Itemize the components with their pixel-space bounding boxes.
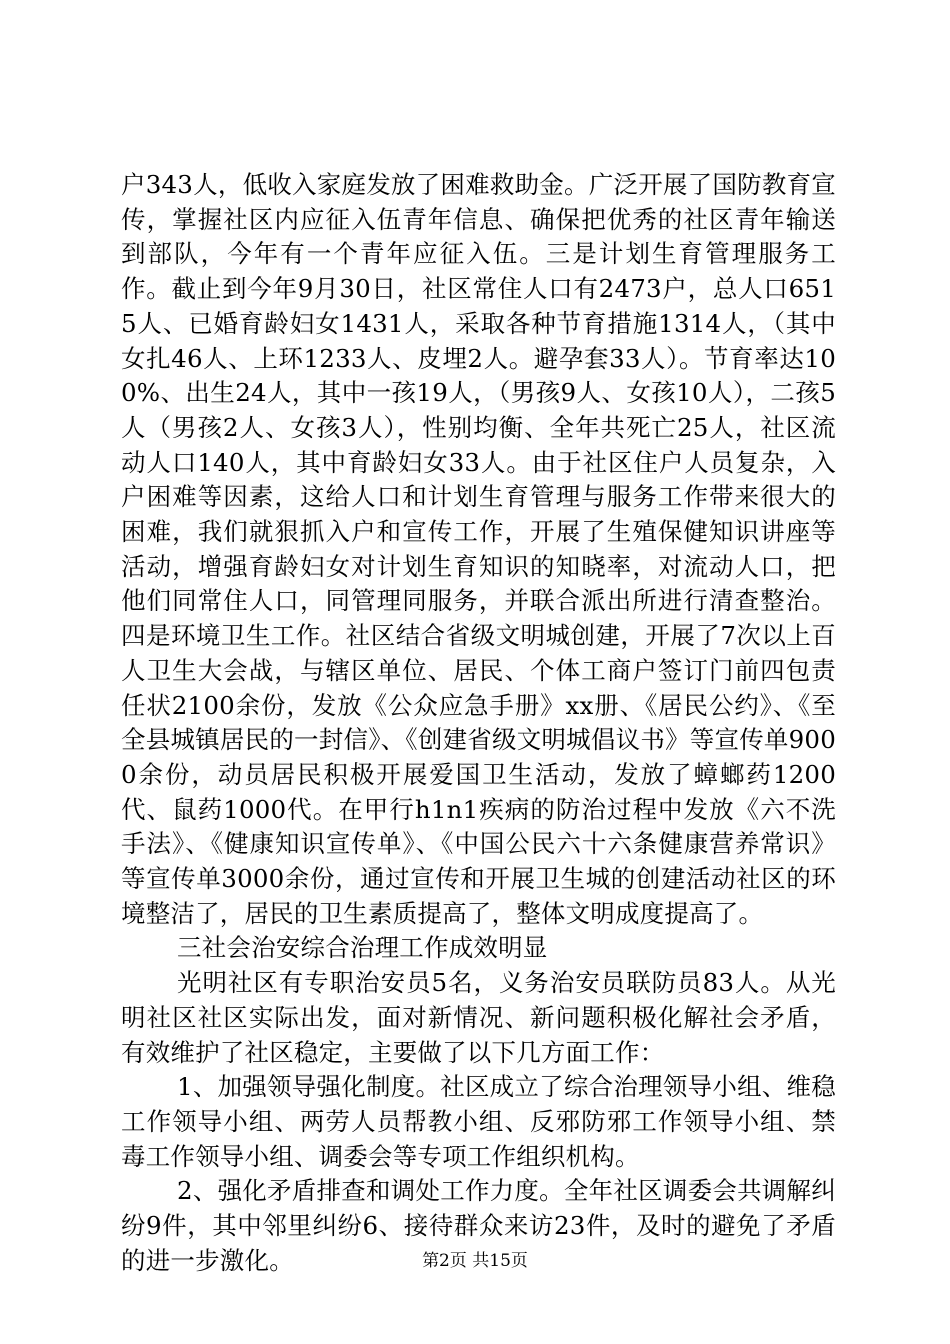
document-body [121,168,836,1279]
paragraph-security-staff: 光明社区有专职治安员5名，义务治安员联防员83人。从光明社区社区实际出发，面对新情况、新问题积极化解社会矛盾，有效维护了社区稳定，主要做了以下几方面工作： [121,968,836,1067]
paragraph-dispute-mediation: 2、强化矛盾排查和调处工作力度。全年社区调委会共调解纠纷9件，其中邻里纠纷6、接待群众来访23件，及时的避免了矛盾的进一步激化。 [121,1176,836,1275]
page-footer [0,1246,950,1271]
section-heading-public-security: 三社会治安综合治理工作成效明显 [177,933,548,963]
page-number-label: 第2页 共15页 [422,1251,528,1271]
paragraph-leadership-system: 1、加强领导强化制度。社区成立了综合治理领导小组、维稳工作领导小组、两劳人员帮教小组、反邪防邪工作领导小组、禁毒工作领导小组、调委会等专项工作组织机构。 [121,1072,836,1171]
paragraph-family-planning-and-sanitation: 户343人，低收入家庭发放了困难救助金。广泛开展了国防教育宣传，掌握社区内应征入伍青年信息、确保把优秀的社区青年输送到部队，今年有一个青年应征入伍。三是计划生育管理服务工作。截止到今年9月30日，社区常住人口有2473户，总人口6515人、已婚育龄妇女1431人，采取各种节育措施1314人，（其中女扎46人、上环1233人、皮埋2人。避孕套33人）。节育率达100%、出生24人，其中一孩19人，（男孩9人、女孩10人），二孩5人（男孩2人、女孩3人），性别均衡、全年共死亡25人，社区流动人口140人，其中育龄妇女33人。由于社区住户人员复杂，入户困难等因素，这给人口和计划生育管理与服务工作带来很大的困难，我们就狠抓入户和宣传工作，开展了生殖保健知识讲座等活动，增强育龄妇女对计划生育知识的知晓率，对流动人口，把他们同常住人口，同管理同服务，并联合派出所进行清查整治。四是环境卫生工作。社区结合省级文明城创建，开展了7次以上百人卫生大会战，与辖区单位、居民、个体工商户签订门前四包责任状2100余份，发放《公众应急手册》xx册、《居民公约》、《至全县城镇居民的一封信》、《创建省级文明城倡议书》等宣传单9000余份，动员居民积极开展爱国卫生活动，发放了蟑螂药1200代、鼠药1000代。在甲行h1n1疾病的防治过程中发放《六不洗手法》、《健康知识宣传单》、《中国公民六十六条健康营养常识》等宣传单3000余份，通过宣传和开展卫生城的创建活动社区的环境整洁了，居民的卫生素质提高了，整体文明成度提高了。 [121,170,836,928]
